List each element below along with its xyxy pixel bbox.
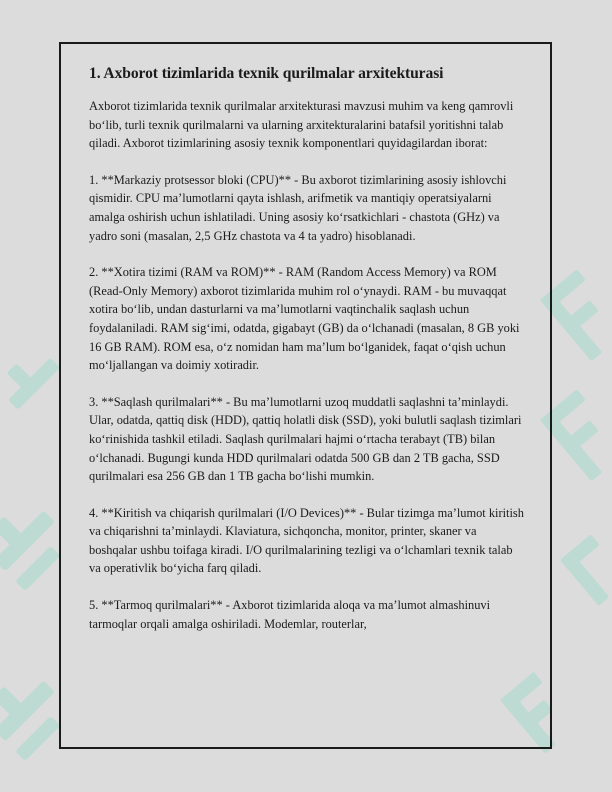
memory-paragraph: 2. **Xotira tizimi (RAM va ROM)** - RAM (Random Access Memory) va ROM (Read-Only Memory) axborot tizimlarida muhim rol o‘ynaydi. RAM - bu muvaqqat xotira bo‘lib, undan dasturlarni va ma’lumotlarni vaqtinchalik saqlash uchun foydalaniladi. RAM sig‘imi, odatda, gigabayt (GB) da o‘lchanadi (masalan, 8 GB yoki 16 GB RAM). ROM esa, o‘z nomidan ham ma’lum bo‘lganidek, faqat o‘qish uchun mo‘ljallangan va doimiy xotiradir. [89,265,520,373]
io-devices-paragraph: 4. **Kiritish va chiqarish qurilmalari (I/O Devices)** - Bular tizimga ma’lumot kiritish va chiqarishni ta’minlaydi. Klaviatura, sichqoncha, monitor, printer, skaner va boshqalar ushbu toifaga kiradi. I/O qurilmalarining tezligi va o‘lchamlari texnik talab va operativlik bo‘yicha farq qiladi. [89,505,524,576]
watermark-mark-3 [0,343,60,409]
network-devices-paragraph: 5. **Tarmoq qurilmalari** - Axborot tizimlarida aloqa va ma’lumot almashinuvi tarmoqlar orqali amalga oshiriladi. Modemlar, routerlar, [89,598,491,631]
document-body [89,64,527,651]
watermark-mark-6 [560,534,612,606]
intro-paragraph: Axborot tizimlarida texnik qurilmalar arxitekturasi mavzusi muhim va keng qamrovli bo‘lib, turli texnik qurilmalarni va ularning arxitekturalarini batafsil yoritishni talab qiladi. Axborot tizimlarining asosiy texnik komponentlari quyidagilardan iborat: [89,99,514,151]
storage-paragraph: 3. **Saqlash qurilmalari** - Bu ma’lumotlarni uzoq muddatli saqlashni ta’minlaydi. Ular, odatda, qattiq disk (HDD), qattiq holatli disk (SSD), yoki bulutli saqlash tizimlari ko‘rinishida tashkil etiladi. Saqlash qurilmalari hajmi o‘rtacha terabayt (TB) bilan o‘lchanadi. Bugungi kunda HDD qurilmalari odatda 500 GB dan 2 TB gacha, SSD qurilmalari esa 256 GB dan 1 TB gacha bo‘lishi mumkin. [89,394,522,484]
section-heading: 1. Axborot tizimlarida texnik qurilmalar arxitekturasi [89,65,444,82]
cpu-paragraph: 1. **Markaziy protsessor bloki (CPU)** - Bu axborot tizimlarining asosiy ishlovchi qismidir. CPU ma’lumotlarni qayta ishlash, arifmetik va mantiqiy operatsiyalarni amalga oshirish uchun ishlatiladi. Uning asosiy ko‘rsatkichlari - chastota (GHz) va yadro soni (masalan, 2,5 GHz chastota va 4 ta yadro) hisoblanadi. [89,172,507,243]
